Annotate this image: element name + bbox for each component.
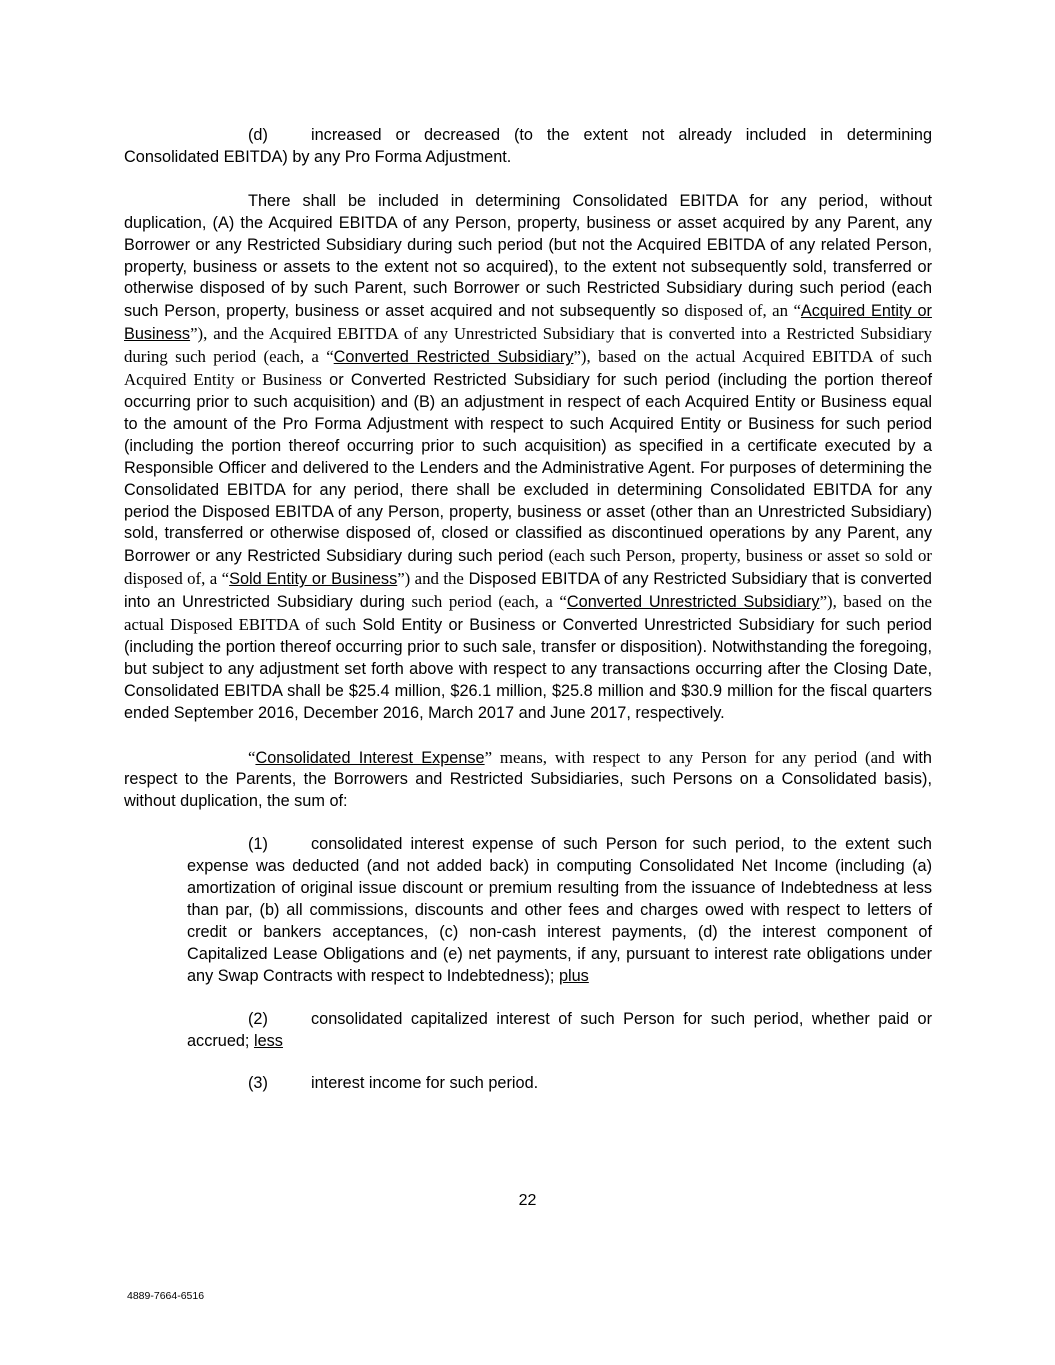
clause-d — [124, 125, 932, 169]
item-marker: (2) — [248, 1009, 268, 1028]
definition-text: ” means, with respect to any Person for any period (and — [484, 747, 895, 767]
paragraph-text: Disposed EBITDA of any Restricted Subsidiary that is converted into an Unrestricted Subsidiary during — [124, 570, 932, 612]
item-connector: less — [253, 1031, 283, 1050]
pro-forma-paragraph — [124, 191, 932, 725]
paragraph-text: (each such Person, property, business or asset so sold or disposed of, a “ — [124, 546, 932, 589]
defined-term-converted-unrestricted: Converted Unrestricted Subsidiary — [566, 593, 820, 612]
document-body — [124, 125, 932, 1095]
list-item — [187, 1073, 932, 1095]
paragraph-text: There shall be included in determining Consolidated EBITDA for any period, without duplication, (A) the Acquired EBITDA of any Person, property, business or asset acquired by any Parent, any Borrower or any Restricted Subsidiary during such period (but not the Acquired EBITDA of any related Person, property, business or assets to the extent not so acquired), to the extent not subsequently sold, transferred or otherwise disposed of by such Parent, such Borrower or such Restricted Subsidiary during such period (each such Person, property, business or asset acquired and not subsequently so — [124, 191, 932, 321]
definition-consolidated-interest-expense — [124, 747, 932, 814]
item-text: consolidated capitalized interest of such Person for such period, whether paid or accrued; — [187, 1009, 932, 1050]
definition-text: with respect to the Parents, the Borrowers and Restricted Subsidiaries, such Persons on a Consolidated basis), without duplication, the sum of: — [124, 748, 932, 811]
paragraph-text: such period (each, a “ — [404, 592, 567, 612]
paragraph-text: ”) and the — [397, 569, 464, 589]
item-connector: plus — [558, 966, 589, 985]
page-number: 22 — [518, 1192, 537, 1209]
clause-d-marker: (d) — [248, 126, 268, 144]
paragraph-text: ”), and the Acquired EBITDA of any Unrestricted Subsidiary that is converted into a Restricted Subsidiary during such period (each, a “ — [124, 324, 932, 367]
paragraph-text: ”), based on the actual Acquired EBITDA of such Acquired Entity or Business — [124, 347, 932, 390]
defined-term-sold-entity: Sold Entity or Business — [229, 570, 398, 589]
defined-term-converted-restricted: Converted Restricted Subsidiary — [333, 348, 574, 367]
paragraph-text: disposed of, an “ — [684, 301, 801, 321]
list-item — [187, 834, 932, 987]
item-marker: (3) — [248, 1074, 268, 1093]
sum-items-list — [187, 834, 932, 1095]
list-item — [187, 1009, 932, 1053]
paragraph-text: Sold Entity or Business or Converted Unrestricted Subsidiary for such period (including the portion thereof occurring prior to such sale, transfer or disposition). Notwithstanding the foregoing, but subject to any adjustment set forth above with respect to any transactions occurring after the Closing Date, Consolidated EBITDA shall be $25.4 million, $26.1 million, $25.8 million and $30.9 million for the fiscal quarters ended September 2016, December 2016, March 2017 and June 2017, respectively. — [124, 616, 932, 722]
defined-term-acquired-entity: Acquired Entity or Business — [124, 302, 932, 344]
item-text: interest income for such period. — [311, 1074, 539, 1093]
open-quote: “ — [248, 747, 256, 767]
defined-term-heading: Consolidated Interest Expense — [255, 748, 485, 767]
item-text: consolidated interest expense of such Person for such period, to the extent such expense was deducted (and not added back) in computing Consolidated Net Income (including (a) amortization of original issue discount or premium resulting from the issuance of Indebtedness at less than par, (b) all commissions, discounts and other fees and charges owed with respect to letters of credit or bankers acceptances, (c) non-cash interest payments, (d) the interest component of Capitalized Lease Obligations and (e) net payments, if any, pursuant to interest rate obligations under any Swap Contracts with respect to Indebtedness); — [187, 835, 932, 985]
paragraph-text: ”), based on the actual Disposed EBITDA of such — [124, 592, 933, 635]
document-id: 4889-7664-6516 — [127, 1290, 205, 1302]
paragraph-text: or Converted Restricted Subsidiary for such period (including the portion thereof occurring prior to such acquisition) and (B) an adjustment in respect of each Acquired Entity or Business equal to the amount of the Pro Forma Adjustment with respect to such Acquired Entity or Business for such period (including the portion thereof occurring prior to such acquisition) as specified in a certificate executed by a Responsible Officer and delivered to the Lenders and the Administrative Agent. For purposes of determining the Consolidated EBITDA for any period, there shall be excluded in determining Consolidated EBITDA for any period the Disposed EBITDA of any Person, property, business or asset (other than an Unrestricted Subsidiary) sold, transferred or otherwise disposed of, closed or classified as discontinued operations by any Parent, any Borrower or any Restricted Subsidiary during such period — [124, 371, 932, 566]
clause-d-text: increased or decreased (to the extent not already included in determining Consolidated EBITDA) by any Pro Forma Adjustment. — [124, 126, 932, 166]
item-marker: (1) — [248, 835, 268, 854]
